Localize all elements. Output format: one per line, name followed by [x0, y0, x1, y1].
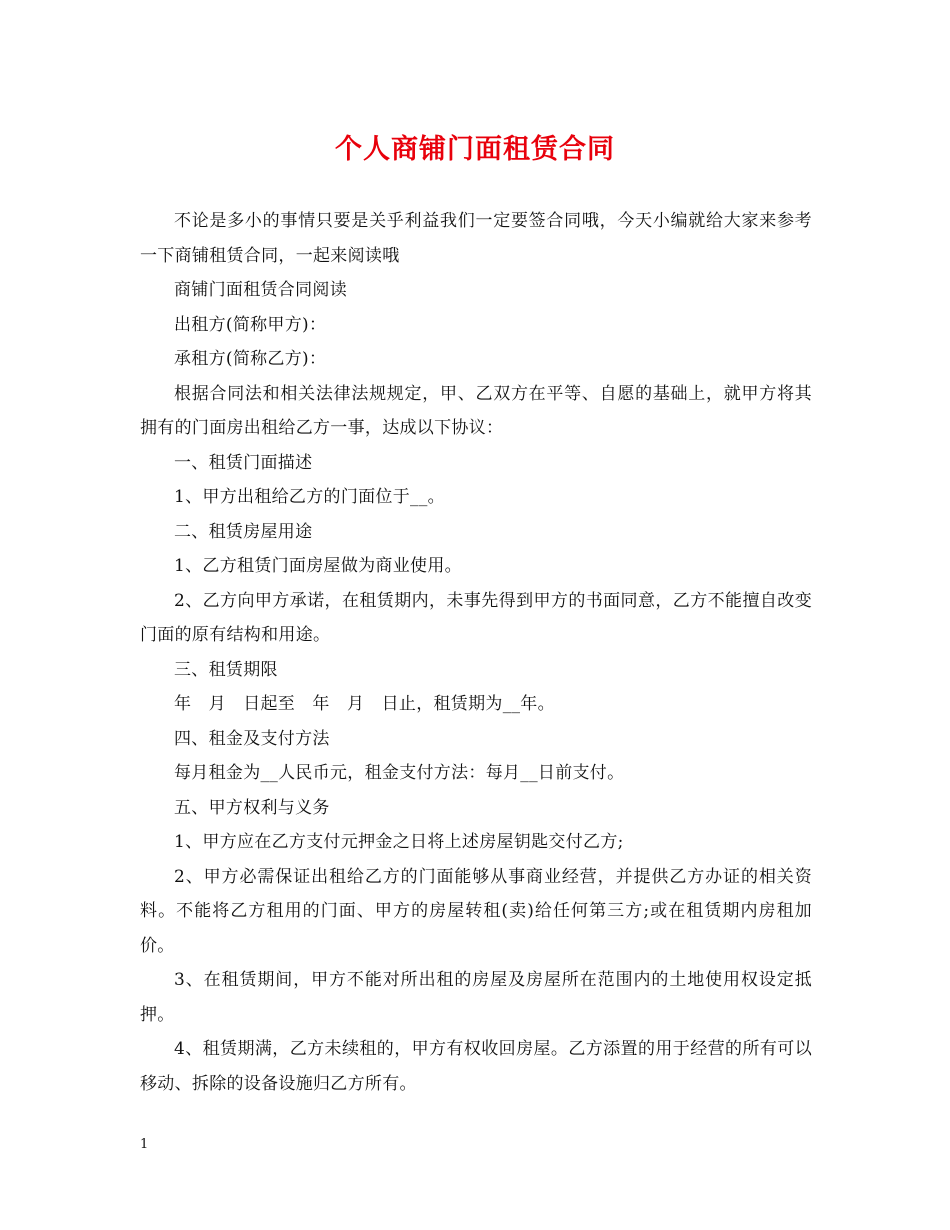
paragraph: 2、乙方向甲方承诺，在租赁期内，未事先得到甲方的书面同意，乙方不能擅自改变门面的原有结构和用途。: [140, 590, 812, 645]
paragraph: 年 月 日起至 年 月 日止，租赁期为__年。: [174, 694, 555, 714]
paragraph: 4、租赁期满，乙方未续租的，甲方有权收回房屋。乙方添置的用于经营的所有可以移动、拆除的设备设施归乙方所有。: [140, 1039, 812, 1094]
paragraph: 不论是多小的事情只要是关乎利益我们一定要签合同哦，今天小编就给大家来参考一下商铺租赁合同，一起来阅读哦: [140, 211, 812, 266]
paragraph: 3、在租赁期间，甲方不能对所出租的房屋及房屋所在范围内的土地使用权设定抵押。: [140, 970, 812, 1025]
page-number: 1: [140, 1137, 149, 1152]
paragraph: 1、甲方应在乙方支付元押金之日将上述房屋钥匙交付乙方;: [174, 832, 624, 852]
paragraph: 商铺门面租赁合同阅读: [174, 280, 347, 300]
paragraph: 承租方(简称乙方)：: [174, 349, 327, 369]
paragraph: 出租方(简称甲方)：: [174, 314, 327, 335]
paragraph: 五、甲方权利与义务: [174, 797, 330, 818]
document-title: 个人商铺门面租赁合同: [335, 134, 615, 165]
document-body: [140, 204, 812, 1101]
paragraph: 三、租赁期限: [174, 659, 278, 680]
paragraph: 1、甲方出租给乙方的门面位于__。: [174, 487, 445, 507]
paragraph: 根据合同法和相关法律法规规定，甲、乙双方在平等、自愿的基础上，就甲方将其拥有的门面房出租给乙方一事，达成以下协议：: [140, 383, 812, 438]
paragraph: 每月租金为__人民币元，租金支付方法：每月__日前支付。: [174, 763, 625, 783]
paragraph: 2、甲方必需保证出租给乙方的门面能够从事商业经营，并提供乙方办证的相关资料。不能将乙方租用的门面、甲方的房屋转租(卖)给任何第三方;或在租赁期内房租加价。: [140, 866, 812, 956]
paragraph: 1、乙方租赁门面房屋做为商业使用。: [174, 556, 462, 576]
paragraph: 一、租赁门面描述: [174, 452, 313, 473]
paragraph: 四、租金及支付方法: [174, 728, 330, 749]
paragraph: 二、租赁房屋用途: [174, 521, 313, 542]
